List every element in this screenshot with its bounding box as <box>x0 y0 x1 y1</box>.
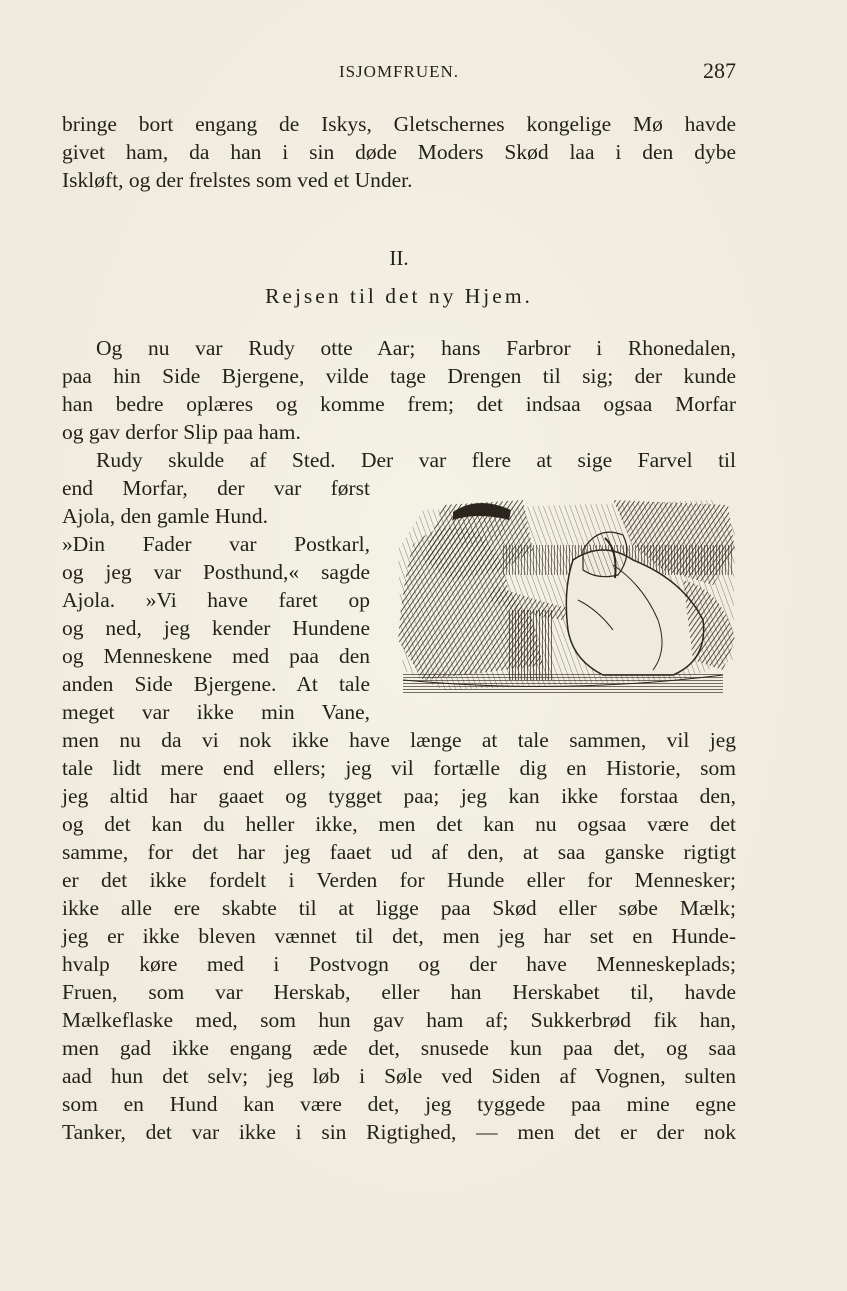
text-line: paa hin Side Bjergene, vilde tage Drengen til sig; der kunde <box>62 364 736 388</box>
chapter-number: II. <box>389 246 409 270</box>
text-line: aad hun det selv; jeg løb i Søle ved Siden af Vognen, sulten <box>62 1064 736 1088</box>
text-line: men gad ikke engang æde det, snusede kun paa det, og saa <box>62 1036 736 1060</box>
text-line: jeg er ikke bleven vænnet til det, men jeg har set en Hunde- <box>62 924 736 948</box>
page-number: 287 <box>703 58 736 83</box>
running-head <box>62 58 736 88</box>
text-line: Iskløft, og der frelstes som ved et Under. <box>62 168 413 192</box>
text-line: Tanker, det var ikke i sin Rigtighed, — men det er der nok <box>62 1120 736 1144</box>
text-line: som en Hund kan være det, jeg tyggede paa mine egne <box>62 1092 736 1116</box>
text-line: tale lidt mere end ellers; jeg vil fortælle dig en Historie, som <box>62 756 736 780</box>
running-title: ISJOMFRUEN. <box>338 62 460 81</box>
text-line: Ajola. »Vi have faret op <box>62 588 370 612</box>
text-line: ikke alle ere skabte til at ligge paa Skød eller søbe Mælk; <box>62 896 736 920</box>
text-line: Rudy skulde af Sted. Der var flere at sige Farvel til <box>96 448 736 472</box>
text-line: meget var ikke min Vane, <box>62 700 370 724</box>
text-line: Og nu var Rudy otte Aar; hans Farbror i Rhonedalen, <box>96 336 736 360</box>
text-line: han bedre oplæres og komme frem; det indsaa ogsaa Morfar <box>62 392 736 416</box>
text-line: er det ikke fordelt i Verden for Hunde eller for Mennesker; <box>62 868 736 892</box>
text-line: bringe bort engang de Iskys, Gletschernes kongelige Mø havde <box>62 112 736 136</box>
text-line: og det kan du heller ikke, men det kan nu ogsaa være det <box>62 812 736 836</box>
text-line: givet ham, da han i sin døde Moders Skød laa i den dybe <box>62 140 736 164</box>
text-line: hvalp køre med i Postvogn og der have Menneskeplads; <box>62 952 736 976</box>
text-line: anden Side Bjergene. At tale <box>62 672 370 696</box>
text-line: og jeg var Posthund,« sagde <box>62 560 370 584</box>
text-line: Fruen, som var Herskab, eller han Herskabet til, havde <box>62 980 736 1004</box>
text-line: Ajola, den gamle Hund. <box>62 504 268 528</box>
text-line: og ned, jeg kender Hundene <box>62 616 370 640</box>
text-line: Mælkeflaske med, som hun gav ham af; Sukkerbrød fik han, <box>62 1008 736 1032</box>
chapter-title: Rejsen til det ny Hjem. <box>265 284 533 308</box>
text-line: »Din Fader var Postkarl, <box>62 532 370 556</box>
engraving-boy-and-dog-illustration <box>383 490 739 702</box>
text-line: end Morfar, der var først <box>62 476 370 500</box>
text-line: jeg altid har gaaet og tygget paa; jeg kan ikke forstaa den, <box>62 784 736 808</box>
text-line: og Menneskene med paa den <box>62 644 370 668</box>
text-line: og gav derfor Slip paa ham. <box>62 420 301 444</box>
text-line: men nu da vi nok ikke have længe at tale sammen, vil jeg <box>62 728 736 752</box>
text-line: samme, for det har jeg faaet ud af den, at saa ganske rigtigt <box>62 840 736 864</box>
